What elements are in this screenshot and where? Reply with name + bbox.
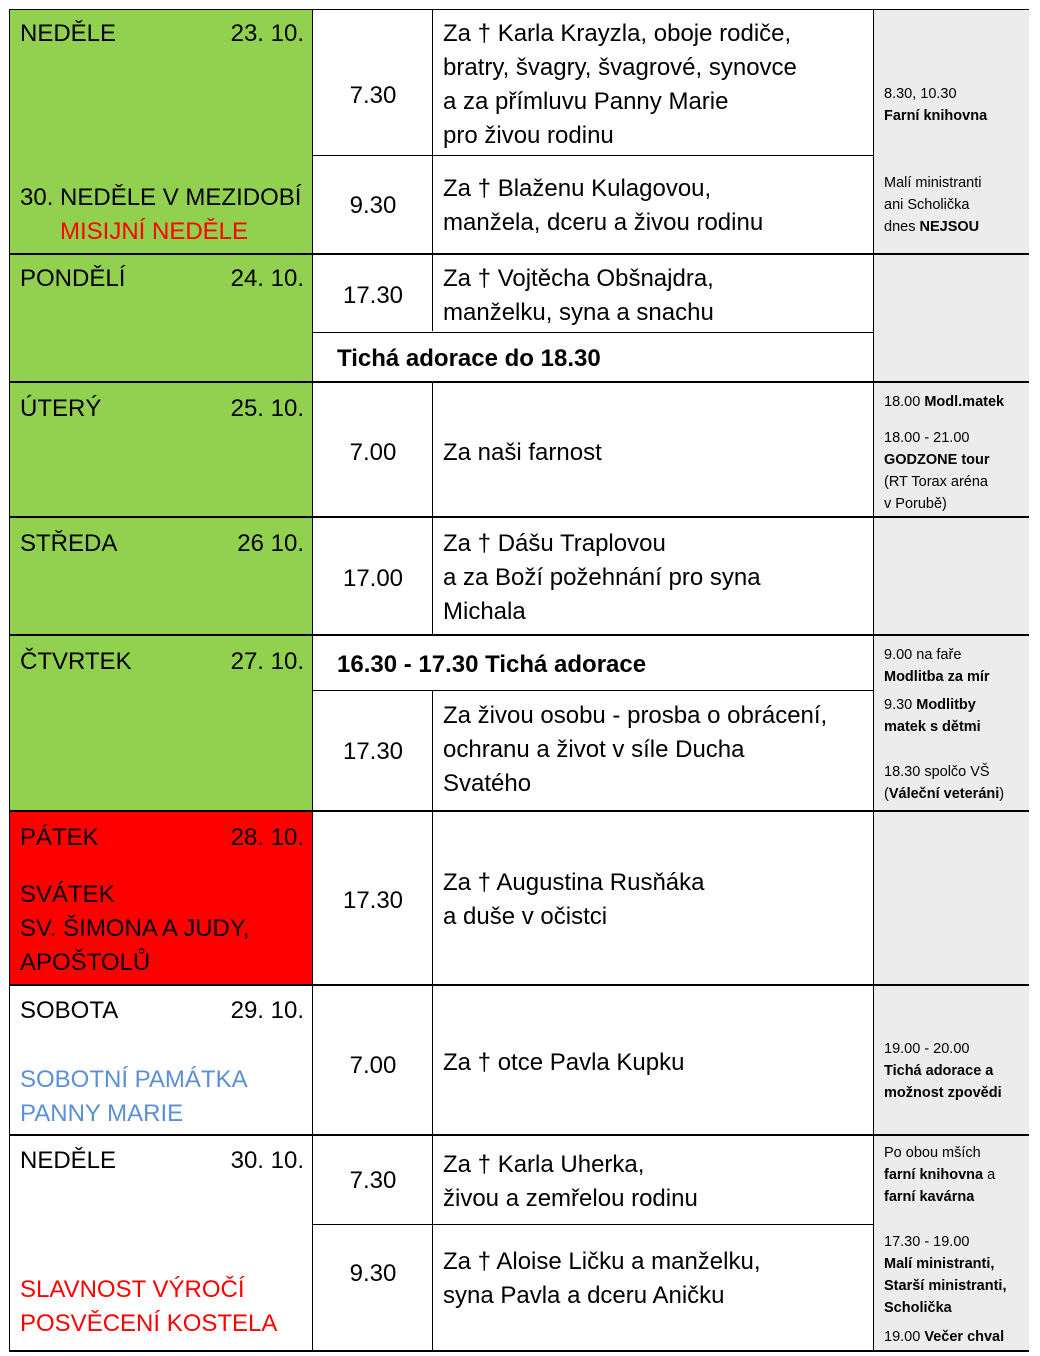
intention-cell xyxy=(433,690,874,810)
note: 18.00 Modl.matek xyxy=(884,394,1005,410)
day-date: 24. 10. xyxy=(230,265,304,292)
day-date: 23. 10. xyxy=(230,20,304,47)
mass-intention: Za živou osobu - prosba o obrácení, ochranu a život v síle Ducha Svatého xyxy=(443,702,828,797)
day-label-cell xyxy=(10,383,313,516)
day-label-cell xyxy=(10,636,313,810)
mass-intention: Za † Vojtěcha Obšnajdra, manželku, syna a snachu xyxy=(443,265,714,326)
row-divider xyxy=(313,332,874,333)
time-cell xyxy=(313,690,433,810)
day-name: SOBOTA xyxy=(20,997,119,1024)
row-divider xyxy=(313,155,874,156)
intention-cell xyxy=(433,1136,874,1350)
mass-intention: Za † Karla Uherka, živou a zemřelou rodinu xyxy=(443,1151,698,1212)
mass-intention: Za † Karla Krayzla, oboje rodiče, bratry, švagry, švagrové, synovce a za přímluvu Panny Marie pro živou rodinu xyxy=(443,20,797,149)
liturgical-title: SVÁTEK SV. ŠIMONA A JUDY, APOŠTOLŮ xyxy=(20,881,250,976)
adoration-note: Tichá adorace do 18.30 xyxy=(337,345,601,372)
mass-intention: Za † Dášu Traplovou a za Boží požehnání pro syna Michala xyxy=(443,530,761,625)
liturgical-title: SLAVNOST VÝROČÍ POSVĚCENÍ KOSTELA xyxy=(20,1276,278,1337)
day-date: 27. 10. xyxy=(230,648,304,675)
note: 18.30 spolčo VŠ (Váleční veteráni) xyxy=(884,764,1005,802)
mass-time: 17.30 xyxy=(342,738,404,765)
notes-cell xyxy=(874,812,1029,984)
day-name: ČTVRTEK xyxy=(20,648,132,675)
day-label-cell xyxy=(10,986,313,1134)
note: 8.30, 10.30 Farní knihovna xyxy=(884,86,988,124)
mass-time: 9.30 xyxy=(349,192,397,219)
liturgical-title: 30. NEDĚLE V MEZIDOBÍ xyxy=(20,184,302,211)
day-label-cell xyxy=(10,812,313,984)
day-date: 25. 10. xyxy=(230,395,304,422)
mass-time: 7.30 xyxy=(349,82,397,109)
mass-time: 17.30 xyxy=(342,282,404,309)
note: 19.00 - 20.00 Tichá adorace a možnost zpovědi xyxy=(884,1041,1002,1101)
day-label-cell xyxy=(10,10,313,253)
day-row xyxy=(9,382,1029,517)
day-name: NEDĚLE xyxy=(20,1147,117,1174)
day-row xyxy=(9,811,1029,985)
notes-cell xyxy=(874,255,1029,381)
time-cell xyxy=(313,1136,433,1350)
time-cell xyxy=(313,10,433,253)
notes-cell xyxy=(874,636,1029,810)
mass-time: 7.30 xyxy=(349,1167,397,1194)
day-date: 29. 10. xyxy=(230,997,304,1024)
liturgical-subtitle: MISIJNÍ NEDĚLE xyxy=(60,218,249,245)
day-row xyxy=(9,517,1029,635)
mass-time: 17.30 xyxy=(342,887,404,914)
note: 9.00 na faře Modlitba za mír xyxy=(884,647,990,685)
mass-time: 7.00 xyxy=(349,439,397,466)
day-row xyxy=(9,9,1029,254)
day-row xyxy=(9,635,1029,811)
time-cell xyxy=(313,986,433,1134)
mass-intention: Za † Aloise Ličku a manželku, syna Pavla a dceru Aničku xyxy=(443,1248,761,1309)
time-cell xyxy=(313,518,433,634)
intention-cell xyxy=(433,255,874,331)
day-row xyxy=(9,254,1029,382)
weekly-mass-schedule xyxy=(9,9,1029,1351)
mass-intention: Za † Blaženu Kulagovou, manžela, dceru a živou rodinu xyxy=(443,175,764,236)
mass-time: 17.00 xyxy=(342,565,404,592)
notes-cell xyxy=(874,986,1029,1134)
day-date: 28. 10. xyxy=(230,824,304,851)
time-cell xyxy=(313,812,433,984)
liturgical-title: SOBOTNÍ PAMÁTKA PANNY MARIE xyxy=(20,1066,248,1127)
note: Po obou mších farní knihovna a farní kavárna xyxy=(884,1145,996,1205)
time-cell xyxy=(313,255,433,331)
day-name: PÁTEK xyxy=(20,824,99,851)
notes-cell xyxy=(874,1136,1029,1350)
mass-intention: Za † Augustina Rusňáka a duše v očistci xyxy=(443,869,705,930)
mass-intention: Za naši farnost xyxy=(443,439,602,466)
adoration-note: 16.30 - 17.30 Tichá adorace xyxy=(337,651,647,678)
note: 18.00 - 21.00 GODZONE tour (RT Torax aréna v Porubě) xyxy=(884,430,990,512)
notes-cell xyxy=(874,518,1029,634)
day-name: STŘEDA xyxy=(20,530,118,557)
day-row xyxy=(9,1135,1029,1351)
note: 19.00 Večer chval xyxy=(884,1329,1005,1345)
row-divider xyxy=(313,1224,874,1225)
mass-time: 9.30 xyxy=(349,1260,397,1287)
mass-intention: Za † otce Pavla Kupku xyxy=(443,1049,685,1076)
day-name: NEDĚLE xyxy=(20,20,117,47)
intention-cell xyxy=(433,986,874,1134)
day-name: ÚTERÝ xyxy=(20,395,102,422)
intention-cell xyxy=(433,383,874,516)
intention-cell xyxy=(433,812,874,984)
day-name: PONDĚLÍ xyxy=(20,265,126,292)
notes-cell xyxy=(874,10,1029,253)
notes-cell xyxy=(874,383,1029,516)
day-label-cell xyxy=(10,255,313,381)
day-date: 26 10. xyxy=(237,530,304,557)
note: 17.30 - 19.00 Malí ministranti, Starší ministranti, Scholička xyxy=(884,1234,1007,1316)
day-label-cell xyxy=(10,518,313,634)
day-date: 30. 10. xyxy=(230,1147,304,1174)
note: 9.30 Modlitby matek s dětmi xyxy=(884,697,981,735)
time-cell xyxy=(313,383,433,516)
intention-cell xyxy=(433,518,874,634)
day-label-cell xyxy=(10,1136,313,1350)
mass-time: 7.00 xyxy=(349,1052,397,1079)
note: Malí ministranti ani Scholička dnes NEJSOU xyxy=(884,175,982,235)
intention-cell xyxy=(433,10,874,253)
day-row xyxy=(9,985,1029,1135)
